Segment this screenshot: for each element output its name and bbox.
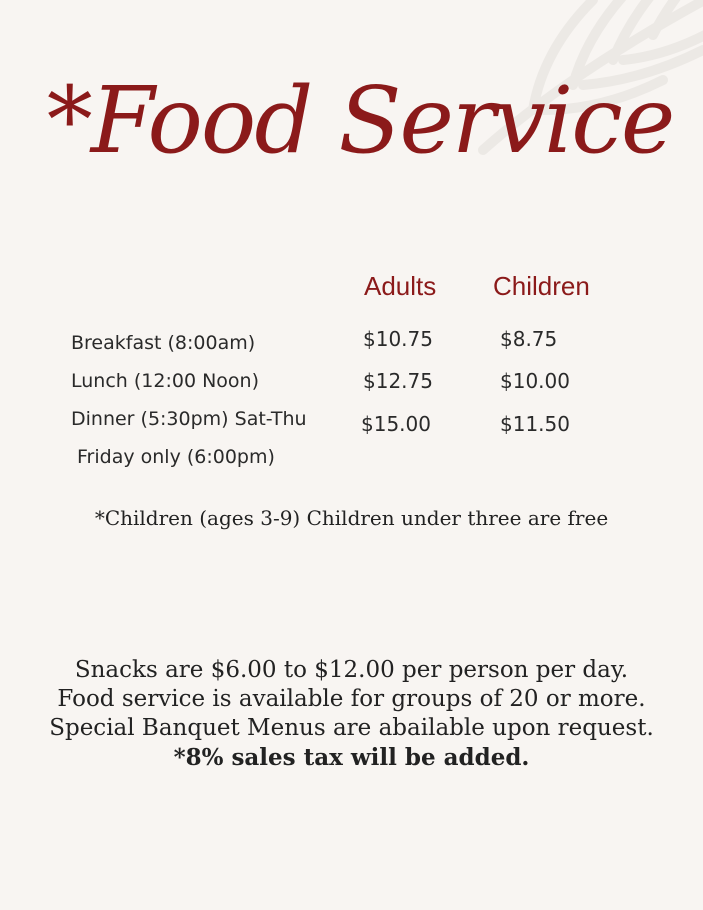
price-adults-breakfast: $10.75 — [363, 327, 433, 351]
footer-sales-tax: *8% sales tax will be added. — [173, 744, 530, 771]
children-age-note: *Children (ages 3-9) Children under three are free — [94, 506, 609, 530]
footer-snacks: Snacks are $6.00 to $12.00 per person per day. — [74, 657, 629, 683]
price-children-dinner: $11.50 — [500, 412, 570, 436]
meal-label-dinner: Dinner (5:30pm) Sat-Thu — [71, 408, 307, 430]
footer-group-size: Food service is available for groups of 20 or more. — [57, 686, 646, 712]
price-children-breakfast: $8.75 — [500, 327, 558, 351]
price-adults-dinner: $15.00 — [361, 412, 431, 436]
page-title: *Food Service — [46, 66, 674, 174]
price-children-lunch: $10.00 — [500, 369, 570, 393]
footer-banquet: Special Banquet Menus are abailable upon request. — [49, 715, 654, 741]
meal-label-friday: Friday only (6:00pm) — [77, 446, 275, 468]
column-header-children: Children — [493, 271, 590, 301]
footer-info — [0, 656, 703, 772]
column-header-adults: Adults — [364, 271, 437, 301]
meal-label-lunch: Lunch (12:00 Noon) — [71, 370, 259, 392]
price-adults-lunch: $12.75 — [363, 369, 433, 393]
meal-label-breakfast: Breakfast (8:00am) — [71, 332, 256, 354]
